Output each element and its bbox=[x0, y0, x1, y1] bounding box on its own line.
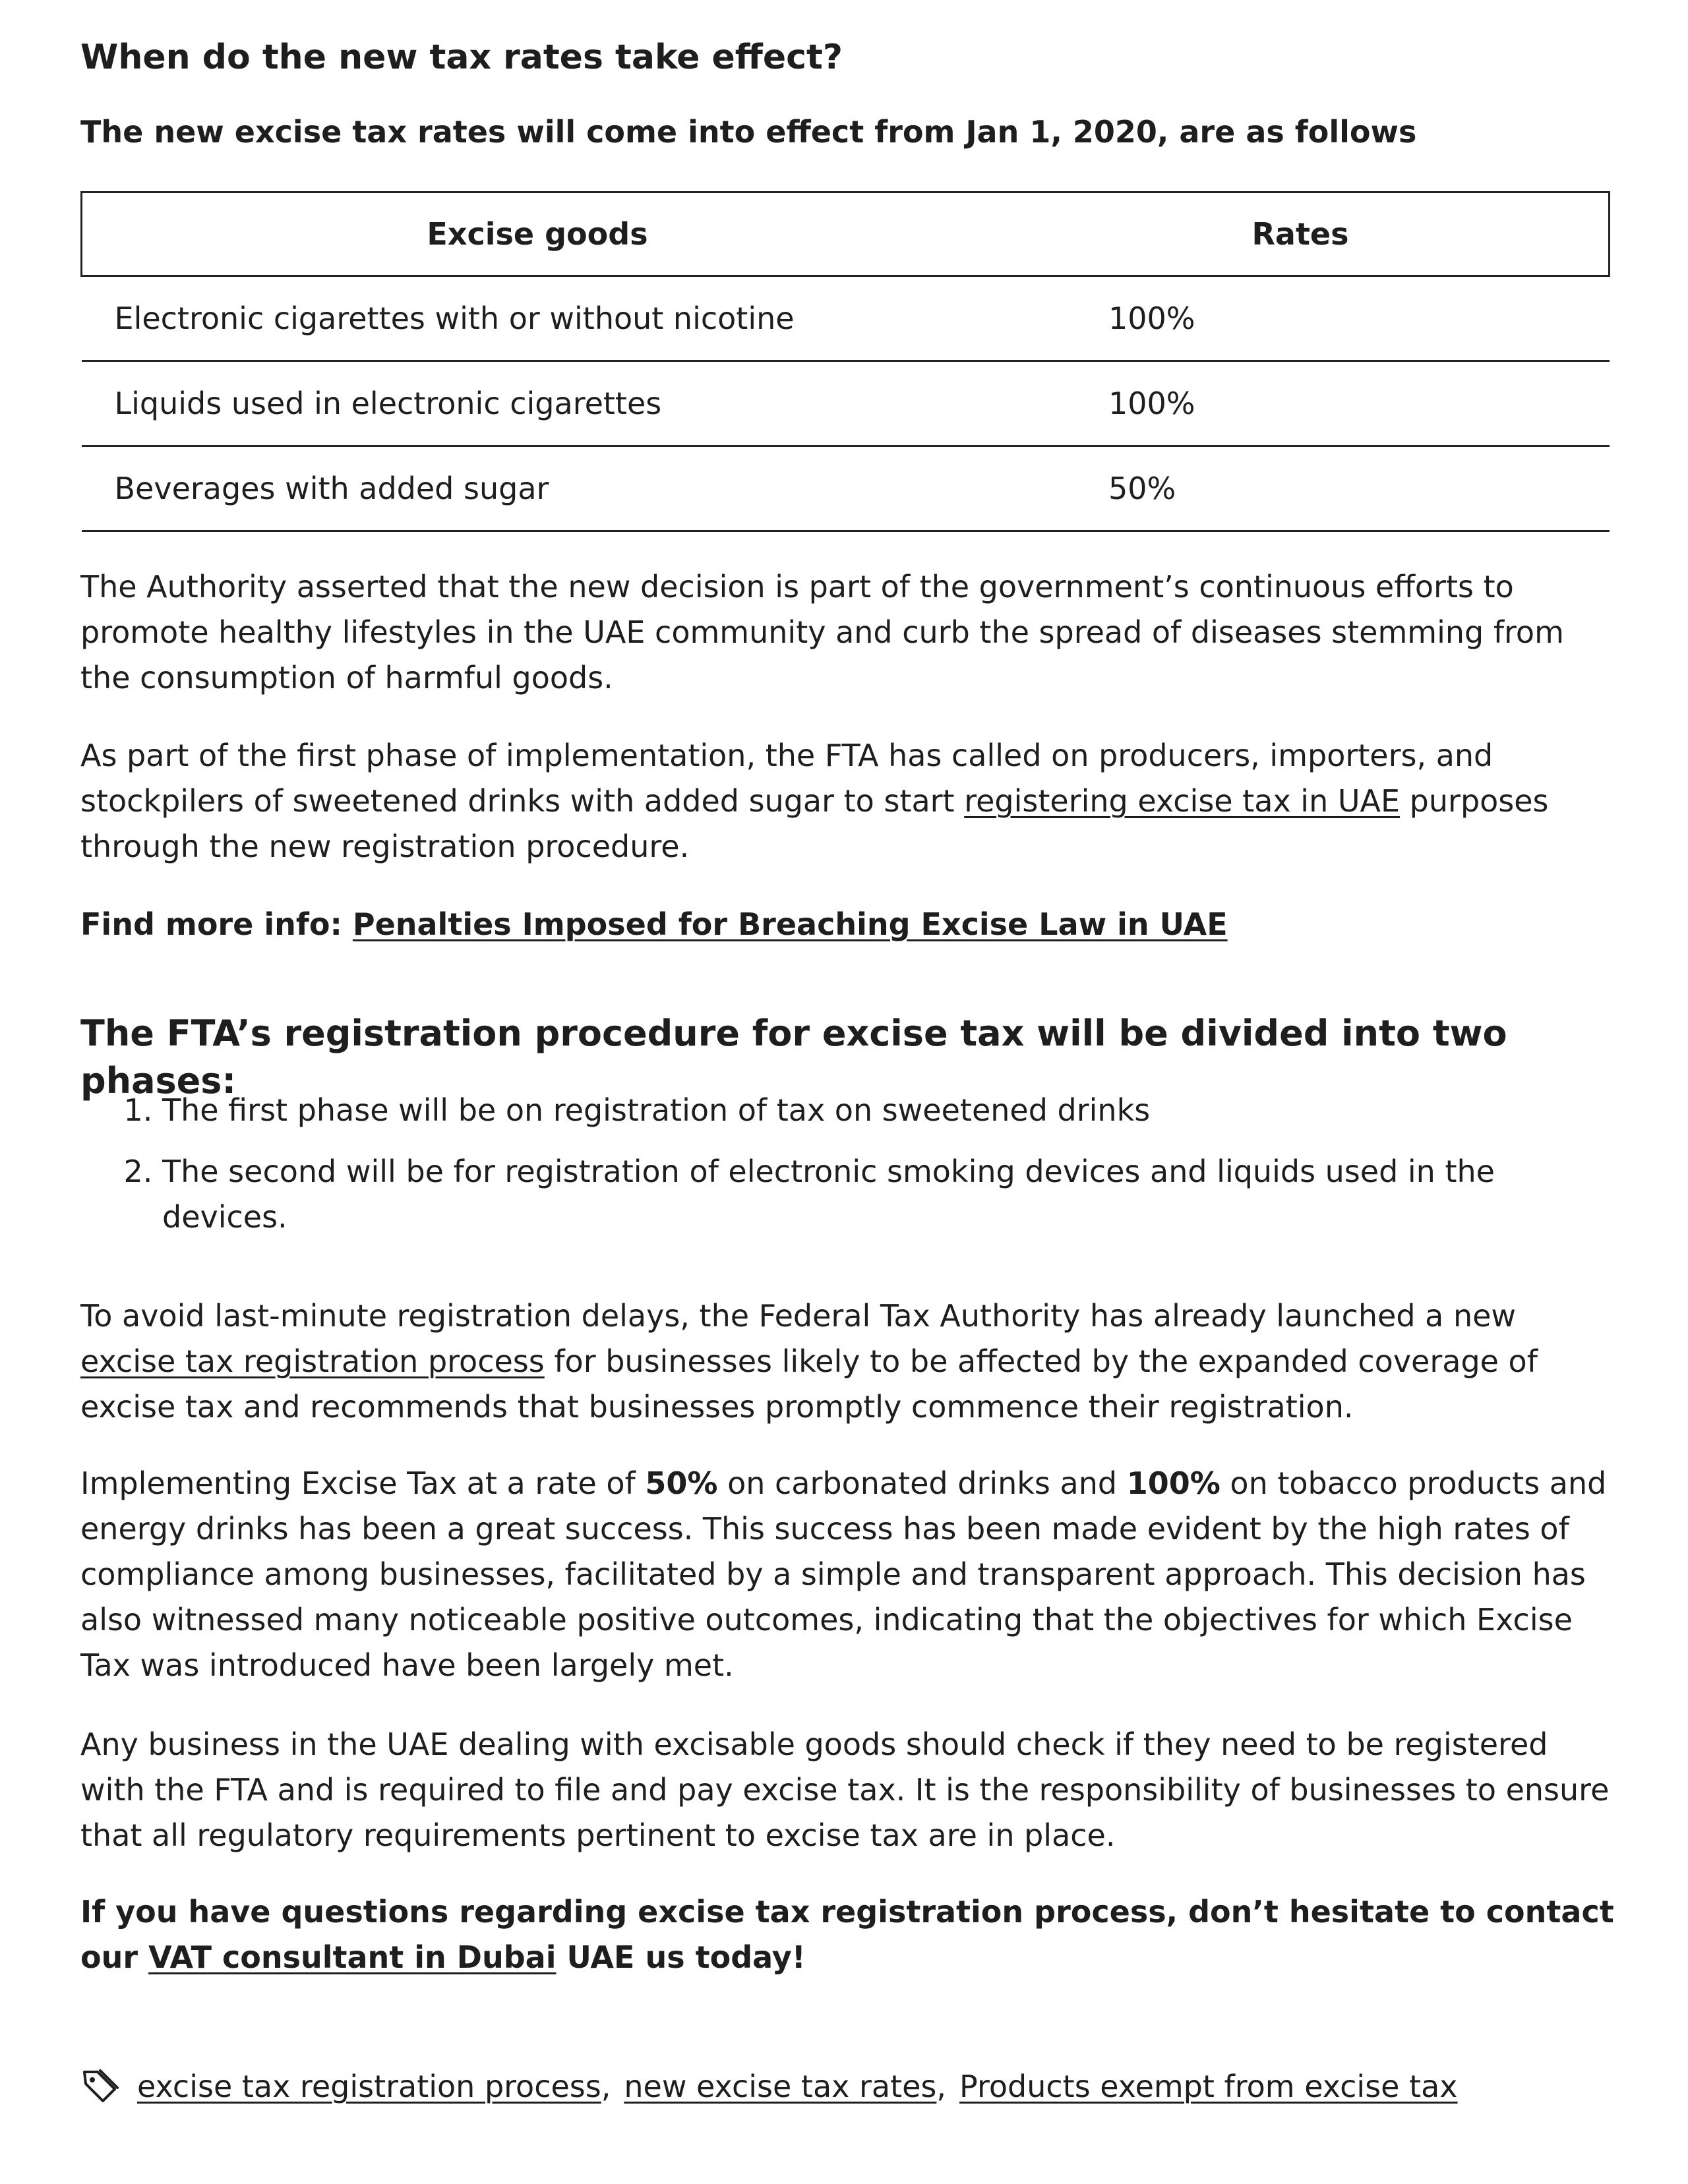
paragraph-text: Implementing Excise Tax at a rate of bbox=[80, 1465, 646, 1501]
excise-tax-registration-process-link[interactable]: excise tax registration process bbox=[80, 1343, 545, 1379]
paragraph-text: on tobacco products and energy drinks has been a great success. This success has been made evident by the high rates of compliance among businesses, facilitated by a simple and transparent approach. This decision has also witnessed many noticeable positive outcomes, indicating that the objectives for which Excise Tax was introduced have been largely met. bbox=[80, 1465, 1607, 1683]
paragraph-text: on carbonated drinks and bbox=[717, 1465, 1127, 1501]
table-row bbox=[82, 446, 1610, 531]
rate-50-bold: 50% bbox=[645, 1465, 718, 1501]
post-tags bbox=[80, 2063, 1458, 2110]
table-header-row bbox=[82, 192, 1610, 276]
tag-separator: , bbox=[936, 2069, 947, 2104]
paragraph-text: UAE us today! bbox=[556, 1939, 806, 1975]
paragraph-text: To avoid last-minute registration delays, the Federal Tax Authority has already launched a new bbox=[80, 1298, 1517, 1334]
table-row bbox=[82, 361, 1610, 446]
header-rates: Rates bbox=[992, 192, 1610, 276]
list-item: 2. The second will be for registration of electronic smoking devices and liquids used in the devices. bbox=[162, 1149, 1580, 1240]
penalties-link[interactable]: Penalties Imposed for Breaching Excise Law in UAE bbox=[352, 906, 1228, 942]
table-cell-rate: 100% bbox=[992, 361, 1610, 446]
paragraph-text: for businesses likely to be affected by the expanded coverage of excise tax and recommends that businesses promptly commence their registration. bbox=[80, 1343, 1538, 1425]
tag-link[interactable]: new excise tax rates bbox=[624, 2069, 937, 2104]
phases-list bbox=[80, 1088, 1580, 1256]
authority-paragraph: The Authority asserted that the new decision is part of the government’s continuous efforts to promote healthy lifestyles in the UAE community and curb the spread of diseases stemming from the consumption of harmful goods. bbox=[80, 569, 1564, 695]
table-cell-rate: 100% bbox=[992, 276, 1610, 361]
implementation-success-paragraph bbox=[80, 1461, 1617, 1688]
tag-link[interactable]: Products exempt from excise tax bbox=[959, 2069, 1458, 2104]
tag-separator: , bbox=[601, 2069, 611, 2104]
tag-icon bbox=[80, 2067, 120, 2106]
paragraph-text: If you have questions regarding excise tax registration process, don’t hesitate to contact our bbox=[80, 1894, 1614, 1975]
excise-rates-table bbox=[80, 191, 1610, 532]
contact-cta-paragraph bbox=[80, 1889, 1617, 1980]
rate-100-bold: 100% bbox=[1126, 1465, 1221, 1501]
paragraph-text: purposes through the new registration procedure. bbox=[80, 783, 1549, 864]
paragraph-text: As part of the first phase of implementation, the FTA has called on producers, importers, and stockpilers of sweetened drinks with added sugar to start bbox=[80, 738, 1493, 819]
registration-delay-paragraph bbox=[80, 1293, 1617, 1430]
find-more-label: Find more info: bbox=[80, 906, 353, 942]
table-row bbox=[82, 276, 1610, 361]
tag-link[interactable]: excise tax registration process bbox=[137, 2069, 601, 2104]
table-cell-good: Beverages with added sugar bbox=[82, 446, 993, 531]
table-cell-rate: 50% bbox=[992, 446, 1610, 531]
phases-heading: The FTA’s registration procedure for excise tax will be divided into two phases: bbox=[80, 1013, 1507, 1102]
section-question-title: When do the new tax rates take effect? bbox=[80, 38, 843, 77]
business-responsibility-paragraph: Any business in the UAE dealing with excisable goods should check if they need to be registered with the FTA and is required to file and pay excise tax. It is the responsibility of businesses to ensure that all regulatory requirements pertinent to excise tax are in place. bbox=[80, 1727, 1610, 1853]
vat-consultant-link[interactable]: VAT consultant in Dubai bbox=[148, 1939, 557, 1975]
table-cell-good: Liquids used in electronic cigarettes bbox=[82, 361, 993, 446]
first-phase-paragraph bbox=[80, 733, 1617, 870]
header-excise-goods: Excise goods bbox=[82, 192, 993, 276]
rates-intro-subtitle: The new excise tax rates will come into effect from Jan 1, 2020, are as follows bbox=[80, 114, 1417, 150]
registering-excise-tax-link[interactable]: registering excise tax in UAE bbox=[964, 783, 1401, 819]
table-cell-good: Electronic cigarettes with or without nicotine bbox=[82, 276, 993, 361]
find-more-info bbox=[80, 902, 1617, 947]
list-item: 1. The first phase will be on registration of tax on sweetened drinks bbox=[162, 1088, 1580, 1133]
